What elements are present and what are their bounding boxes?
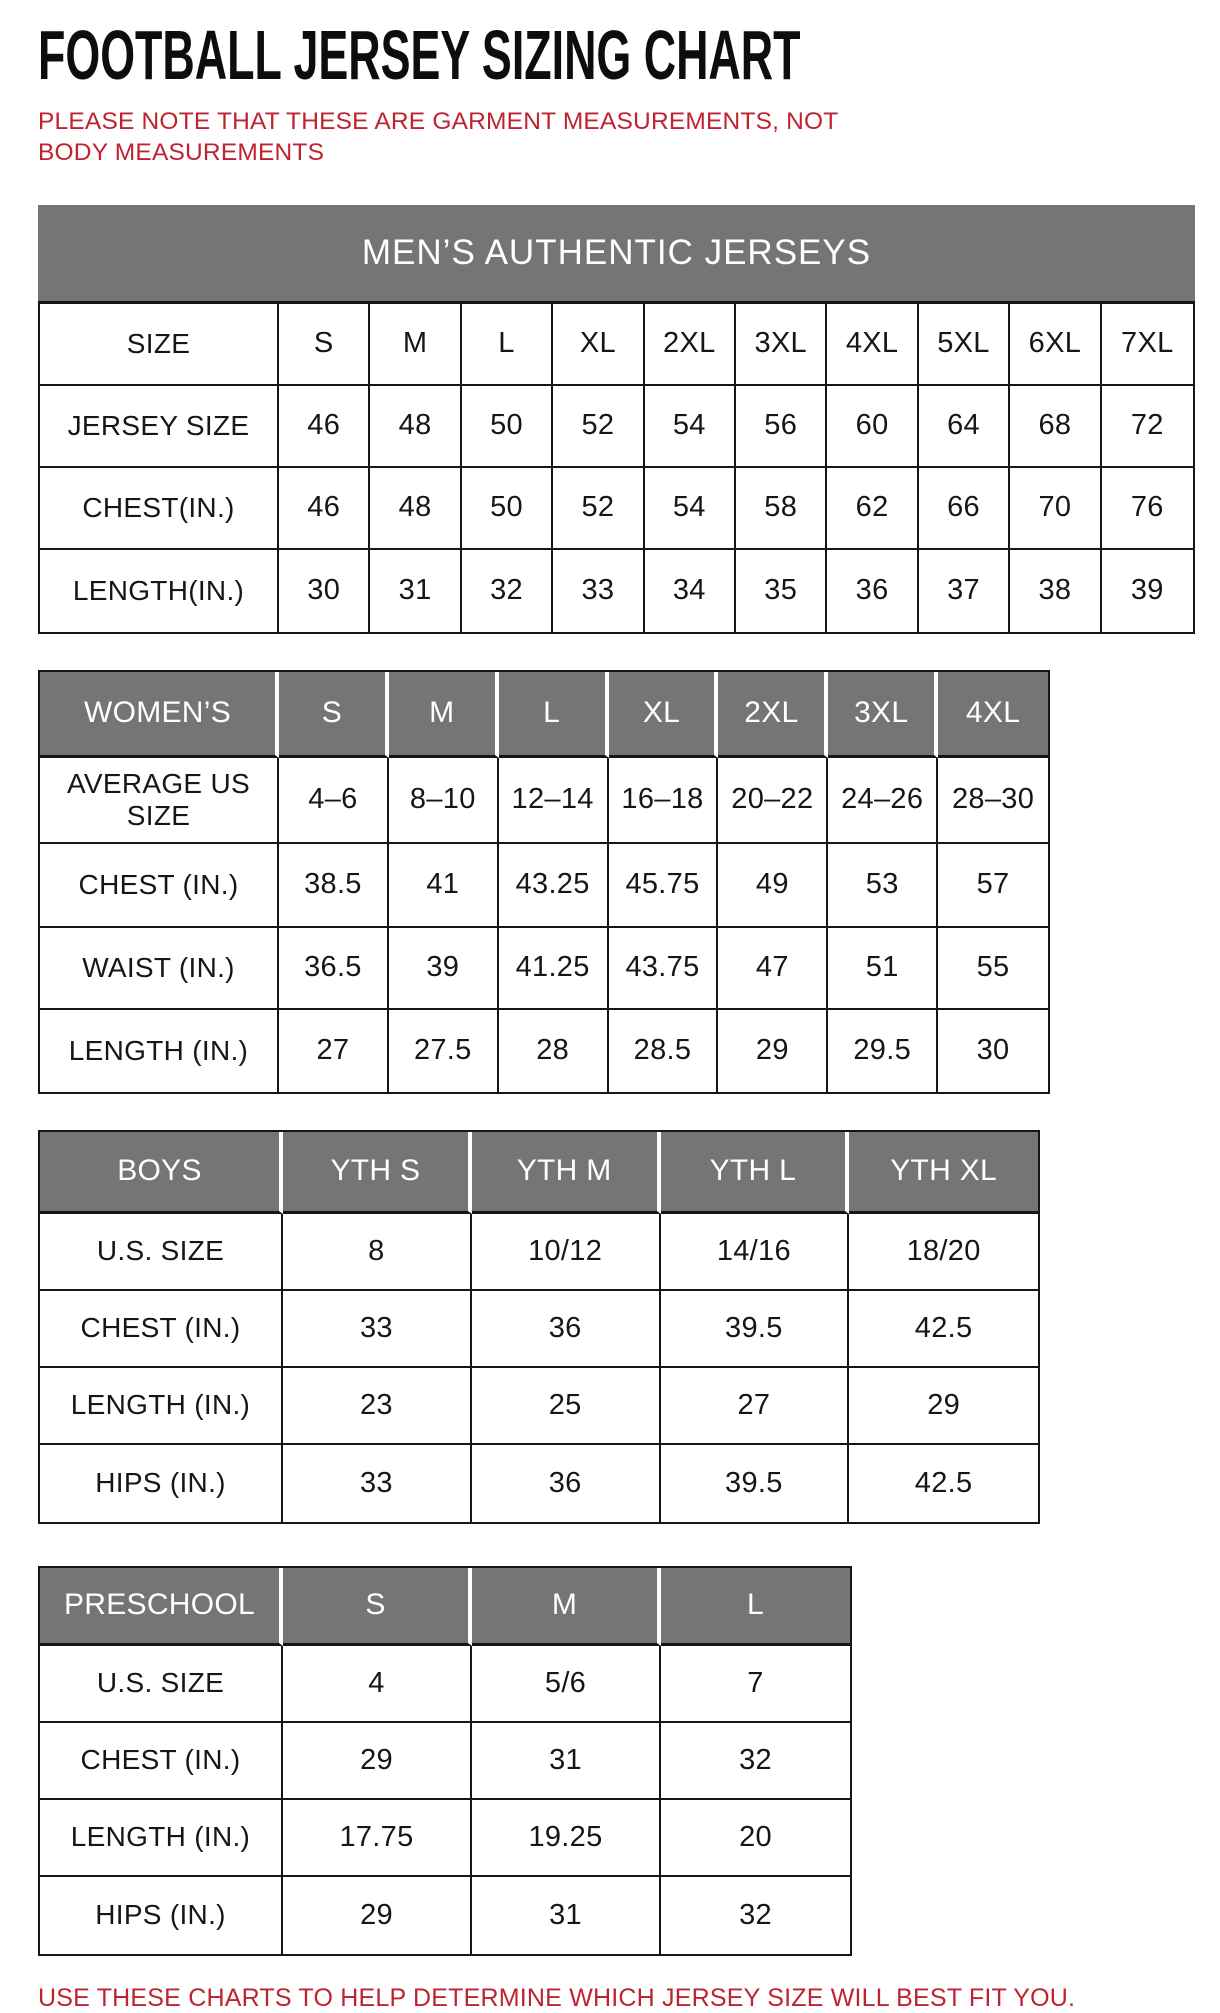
header-size-cell: YTH S: [283, 1132, 472, 1214]
value-cell: 70: [1010, 468, 1101, 550]
mens-table: [38, 205, 1195, 634]
value-cell: 24–26: [828, 758, 938, 844]
page-title-text: FOOTBALL JERSEY SIZING CHART: [38, 16, 801, 94]
womens-table: [38, 670, 1195, 1094]
value-cell: 31: [472, 1877, 661, 1954]
value-cell: 53: [828, 844, 938, 928]
value-cell: 48: [370, 386, 461, 468]
header-size-cell: 2XL: [718, 672, 828, 758]
row-label-cell: LENGTH (IN.): [40, 1368, 283, 1445]
row-label-cell: SIZE: [40, 304, 279, 386]
value-cell: 51: [828, 928, 938, 1010]
value-cell: 36: [472, 1291, 661, 1368]
value-cell: 23: [283, 1368, 472, 1445]
value-cell: 10/12: [472, 1214, 661, 1291]
value-cell: 29: [283, 1877, 472, 1954]
value-cell: 5/6: [472, 1646, 661, 1723]
value-cell: M: [370, 304, 461, 386]
value-cell: 7: [661, 1646, 850, 1723]
value-cell: 4: [283, 1646, 472, 1723]
row-label-cell: LENGTH (IN.): [40, 1800, 283, 1877]
value-cell: 58: [736, 468, 827, 550]
value-cell: 31: [472, 1723, 661, 1800]
value-cell: 27: [661, 1368, 850, 1445]
value-cell: XL: [553, 304, 644, 386]
mens-table-banner: MEN’S AUTHENTIC JERSEYS: [38, 205, 1195, 301]
header-size-cell: XL: [609, 672, 719, 758]
value-cell: 57: [938, 844, 1048, 928]
row-label-cell: JERSEY SIZE: [40, 386, 279, 468]
value-cell: 5XL: [919, 304, 1010, 386]
value-cell: 68: [1010, 386, 1101, 468]
value-cell: 37: [919, 550, 1010, 632]
value-cell: 29.5: [828, 1010, 938, 1092]
header-label-cell: BOYS: [40, 1132, 283, 1214]
value-cell: 29: [283, 1723, 472, 1800]
value-cell: 8–10: [389, 758, 499, 844]
row-label-cell: U.S. SIZE: [40, 1646, 283, 1723]
value-cell: 33: [553, 550, 644, 632]
value-cell: 32: [462, 550, 553, 632]
row-label-cell: AVERAGE US SIZE: [40, 758, 279, 844]
value-cell: 62: [827, 468, 918, 550]
value-cell: 39.5: [661, 1445, 850, 1522]
boys-table-grid: [38, 1130, 1040, 1524]
value-cell: 12–14: [499, 758, 609, 844]
value-cell: 36.5: [279, 928, 389, 1010]
value-cell: 72: [1102, 386, 1193, 468]
value-cell: 38: [1010, 550, 1101, 632]
value-cell: 27: [279, 1010, 389, 1092]
value-cell: 76: [1102, 468, 1193, 550]
womens-table-grid: [38, 670, 1050, 1094]
value-cell: 8: [283, 1214, 472, 1291]
row-label-cell: HIPS (IN.): [40, 1877, 283, 1954]
value-cell: 14/16: [661, 1214, 850, 1291]
value-cell: 43.75: [609, 928, 719, 1010]
header-size-cell: 4XL: [938, 672, 1048, 758]
header-size-cell: M: [389, 672, 499, 758]
value-cell: 52: [553, 468, 644, 550]
value-cell: 3XL: [736, 304, 827, 386]
value-cell: 33: [283, 1445, 472, 1522]
value-cell: 25: [472, 1368, 661, 1445]
value-cell: 50: [462, 386, 553, 468]
row-label-cell: U.S. SIZE: [40, 1214, 283, 1291]
value-cell: 50: [462, 468, 553, 550]
row-label-cell: WAIST (IN.): [40, 928, 279, 1010]
preschool-table: [38, 1566, 1195, 1956]
value-cell: 54: [645, 468, 736, 550]
row-label-cell: HIPS (IN.): [40, 1445, 283, 1522]
value-cell: 32: [661, 1723, 850, 1800]
value-cell: 60: [827, 386, 918, 468]
value-cell: 27.5: [389, 1010, 499, 1092]
value-cell: 45.75: [609, 844, 719, 928]
value-cell: 38.5: [279, 844, 389, 928]
footer-note: USE THESE CHARTS TO HELP DETERMINE WHICH JERSEY SIZE WILL BEST FIT YOU.: [38, 1983, 1076, 2012]
value-cell: 42.5: [914, 1466, 973, 1499]
garment-measurement-note: PLEASE NOTE THAT THESE ARE GARMENT MEASUREMENTS, NOT BODY MEASUREMENTS: [38, 108, 839, 167]
header-label-cell: WOMEN’S: [40, 672, 279, 758]
value-cell: 36: [827, 550, 918, 632]
value-cell: 6XL: [1010, 304, 1101, 386]
value-cell: 43.25: [499, 844, 609, 928]
value-cell: 18/20: [849, 1214, 1038, 1291]
row-label-cell: CHEST (IN.): [40, 1723, 283, 1800]
header-size-cell: YTH M: [472, 1132, 661, 1214]
value-cell: S: [279, 304, 370, 386]
value-cell: 33: [283, 1291, 472, 1368]
mens-table-grid: [38, 301, 1195, 634]
value-cell: L: [462, 304, 553, 386]
value-cell: 54: [645, 386, 736, 468]
value-cell: 35: [736, 550, 827, 632]
value-cell: 16–18: [609, 758, 719, 844]
value-cell: 56: [736, 386, 827, 468]
value-cell: 4–6: [279, 758, 389, 844]
header-size-cell: S: [279, 672, 389, 758]
value-cell: 39: [389, 928, 499, 1010]
header-size-cell: L: [661, 1568, 850, 1646]
value-cell: 17.75: [283, 1800, 472, 1877]
value-cell: 20–22: [718, 758, 828, 844]
value-cell: 28.5: [609, 1010, 719, 1092]
value-cell: 34: [645, 550, 736, 632]
value-cell: 19.25: [472, 1800, 661, 1877]
row-label-cell: CHEST(IN.): [40, 468, 279, 550]
value-cell: 4XL: [827, 304, 918, 386]
value-cell: 66: [919, 468, 1010, 550]
value-cell: 48: [370, 468, 461, 550]
value-cell: 55: [938, 928, 1048, 1010]
value-cell: 28–30: [938, 758, 1048, 844]
header-size-cell: M: [472, 1568, 661, 1646]
value-cell: 29: [849, 1368, 1038, 1445]
value-cell: 41: [389, 844, 499, 928]
value-cell: 46: [279, 386, 370, 468]
value-cell: 49: [718, 844, 828, 928]
row-label-cell: LENGTH (IN.): [40, 1010, 279, 1092]
row-label-cell: LENGTH(IN.): [40, 550, 279, 632]
boys-table: [38, 1130, 1195, 1524]
page-title: [38, 16, 1195, 94]
value-cell: 32: [739, 1898, 772, 1931]
header-size-cell: YTH L: [661, 1132, 850, 1214]
row-label-cell: CHEST (IN.): [40, 844, 279, 928]
row-label-cell: CHEST (IN.): [40, 1291, 283, 1368]
header-size-cell: S: [283, 1568, 472, 1646]
value-cell: 30: [279, 550, 370, 632]
value-cell: 39: [1130, 574, 1164, 607]
value-cell: 7XL: [1102, 304, 1193, 386]
preschool-table-grid: [38, 1566, 852, 1956]
value-cell: 42.5: [849, 1291, 1038, 1368]
header-label-cell: PRESCHOOL: [40, 1568, 283, 1646]
value-cell: 41.25: [499, 928, 609, 1010]
value-cell: 39.5: [661, 1291, 850, 1368]
value-cell: 52: [553, 386, 644, 468]
value-cell: 2XL: [645, 304, 736, 386]
value-cell: 20: [661, 1800, 850, 1877]
value-cell: 29: [718, 1010, 828, 1092]
value-cell: 31: [370, 550, 461, 632]
header-size-cell: YTH XL: [849, 1132, 1038, 1214]
header-size-cell: L: [499, 672, 609, 758]
value-cell: 47: [718, 928, 828, 1010]
value-cell: 28: [499, 1010, 609, 1092]
value-cell: 36: [472, 1445, 661, 1522]
value-cell: 30: [976, 1034, 1010, 1067]
value-cell: 64: [919, 386, 1010, 468]
value-cell: 46: [279, 468, 370, 550]
header-size-cell: 3XL: [828, 672, 938, 758]
